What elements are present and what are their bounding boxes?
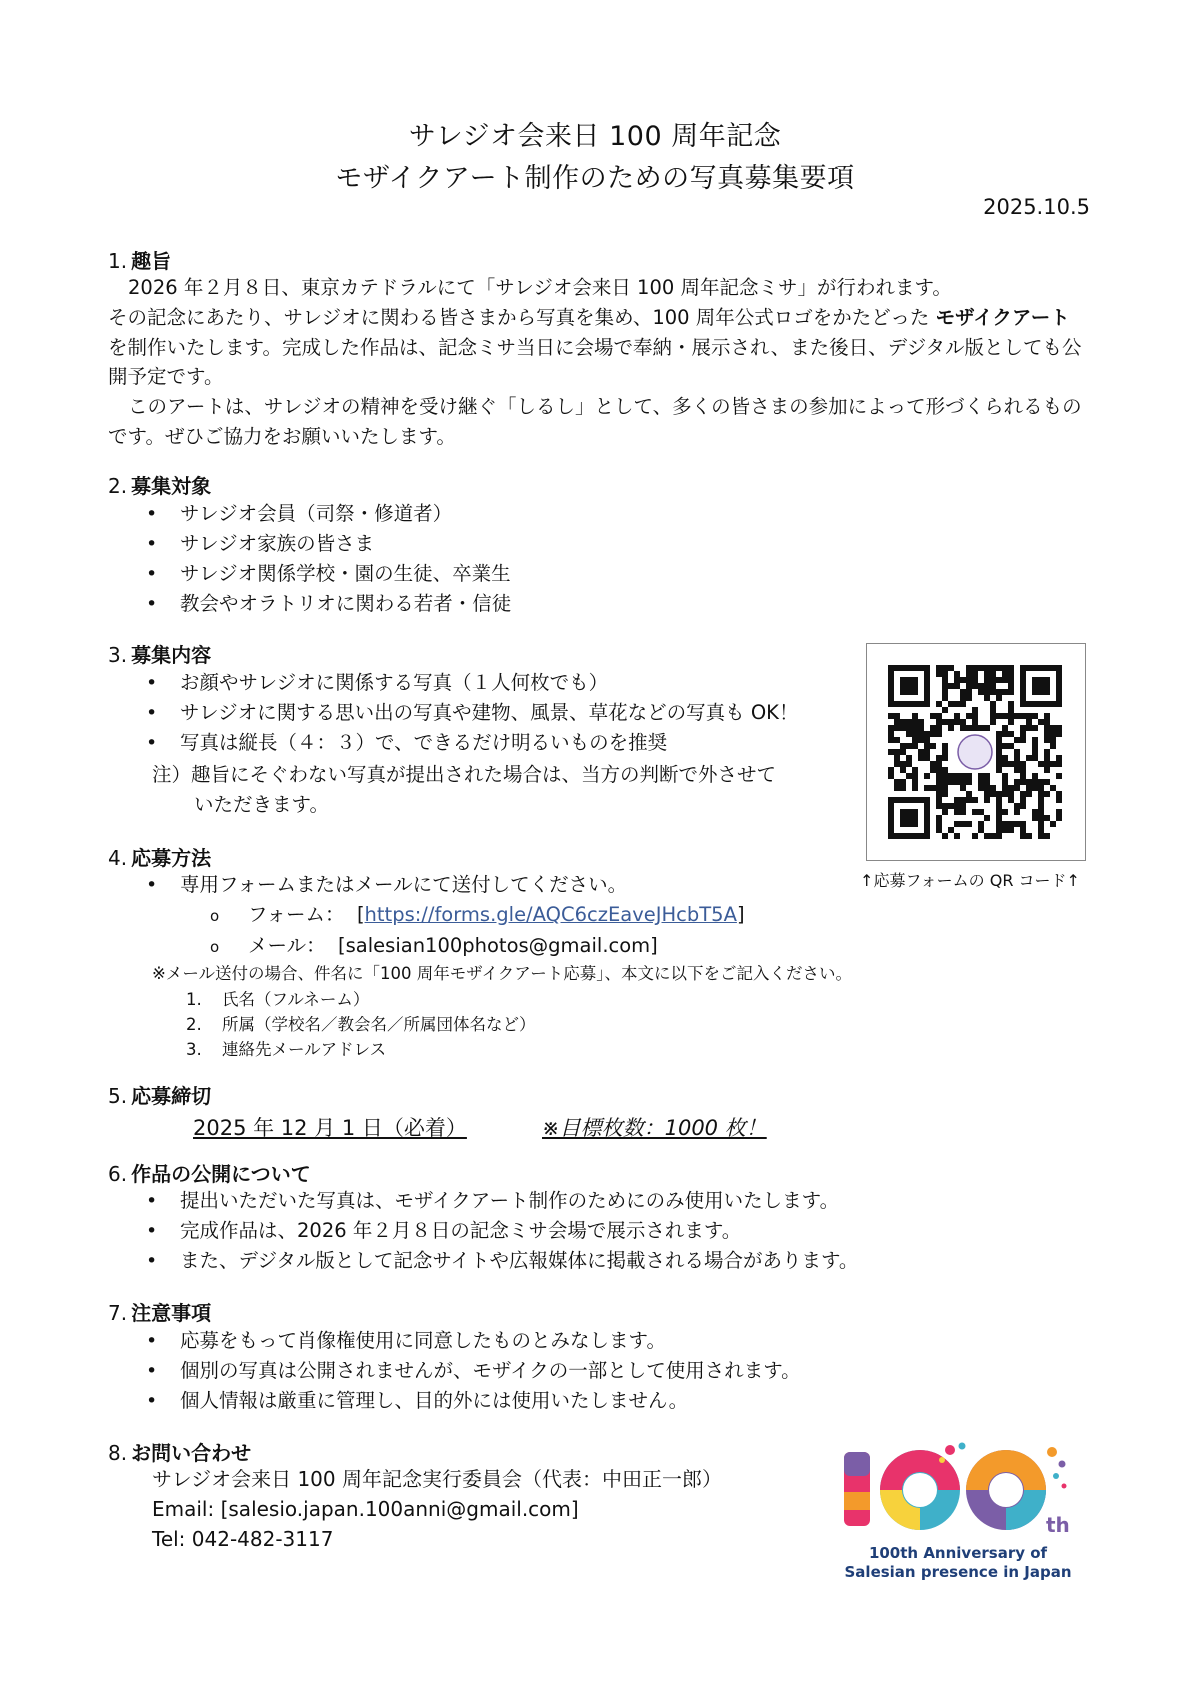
- section-2-heading: [108, 470, 211, 499]
- field-item: [186, 1012, 536, 1037]
- bracket: ]: [736, 903, 745, 926]
- content-list: [140, 668, 798, 758]
- mail-label: メール：: [248, 934, 326, 957]
- form-url-link[interactable]: https://forms.gle/AQC6czEaveJHcbT5A: [364, 903, 737, 926]
- contact-email[interactable]: Email: [salesio.japan.100anni@gmail.com]: [152, 1497, 579, 1521]
- method-list: [140, 870, 627, 900]
- text-span: を制作いたします。完成した作品は、記念ミサ当日に会場で奉納・展示され、また後日、デジタル版としても公開予定です。: [108, 335, 1082, 388]
- field-text: 連絡先メールアドレス: [222, 1040, 387, 1059]
- field-item: [186, 1037, 386, 1062]
- field-text: 所属（学校名／教会名／所属団体名など）: [222, 1015, 536, 1034]
- publication-list: [140, 1186, 858, 1276]
- list-item: • サレジオに関する思い出の写真や建物、風景、草花などの写真も OK！: [140, 698, 798, 728]
- section-title: 応募方法: [131, 846, 212, 870]
- purpose-paragraph-1: 2026 年２月８日、東京カテドラルにて「サレジオ会来日 100 周年記念ミサ」が行われます。: [128, 276, 952, 299]
- target-list: [140, 499, 511, 619]
- section-1-heading: [108, 245, 171, 274]
- logo-digit-1: [844, 1452, 870, 1526]
- section-4-heading: [108, 842, 211, 871]
- list-item: • 専用フォームまたはメールにて送付してください。: [140, 870, 627, 900]
- section-3-heading: [108, 639, 211, 668]
- circle-bullet-icon: o: [210, 907, 220, 925]
- section-8-heading: [108, 1437, 251, 1466]
- list-item: • 写真は縦長（４：３）で、できるだけ明るいものを推奨: [140, 728, 798, 758]
- list-item: • 個別の写真は公開されませんが、モザイクの一部として使用されます。: [140, 1356, 801, 1386]
- section-title: 注意事項: [131, 1301, 212, 1325]
- content-note-line1: 注）趣旨にそぐわない写真が提出された場合は、当方の判断で外させて: [152, 763, 777, 786]
- qr-code-frame[interactable]: [866, 643, 1086, 861]
- qr-caption: ↑応募フォームの QR コード↑: [860, 871, 1080, 890]
- section-title: 作品の公開について: [131, 1162, 311, 1186]
- logo-digit-0-second: [966, 1450, 1046, 1530]
- field-number: 1.: [186, 990, 202, 1009]
- logo-text-line2: Salesian presence in Japan: [844, 1563, 1072, 1581]
- section-7-heading: [108, 1297, 211, 1326]
- deadline-date: 2025 年 12 月 1 日（必着）: [193, 1116, 467, 1140]
- logo-digit-0-first: [880, 1450, 960, 1530]
- list-item: • お顔やサレジオに関係する写真（１人何枚でも）: [140, 668, 798, 698]
- mail-note: ※メール送付の場合、件名に「100 周年モザイクアート応募」、本文に以下をご記入ください。: [152, 964, 853, 983]
- target-count: ※目標枚数：1000 枚！: [542, 1116, 767, 1140]
- section-5-heading: [108, 1080, 211, 1109]
- document-date: 2025.10.5: [983, 195, 1090, 219]
- purpose-paragraph-2: [108, 303, 1088, 392]
- circle-bullet-icon: o: [210, 938, 220, 956]
- section-title: 募集内容: [131, 643, 212, 667]
- list-item: • 個人情報は厳重に管理し、目的外には使用いたしません。: [140, 1386, 801, 1416]
- list-item: • 教会やオラトリオに関わる若者・信徒: [140, 589, 511, 619]
- section-number: 6.: [108, 1162, 128, 1186]
- mail-address[interactable]: [salesian100photos@gmail.com]: [338, 934, 658, 957]
- title-line2: モザイクアート制作のための写真募集要項: [335, 163, 855, 194]
- section-number: 5.: [108, 1084, 128, 1108]
- bracket: [: [356, 903, 365, 926]
- section-title: お問い合わせ: [131, 1441, 252, 1465]
- list-item: • 提出いただいた写真は、モザイクアート制作のためにのみ使用いたします。: [140, 1186, 858, 1216]
- list-item: • また、デジタル版として記念サイトや広報媒体に掲載される場合があります。: [140, 1246, 858, 1276]
- text-span: その記念にあたり、サレジオに関わる皆さまから写真を集め、100 周年公式ロゴをかたどった: [108, 306, 936, 329]
- section-number: 8.: [108, 1441, 128, 1465]
- list-item: • サレジオ関係学校・園の生徒、卒業生: [140, 559, 511, 589]
- section-number: 1.: [108, 249, 128, 273]
- content-note-line2: いただきます。: [194, 793, 329, 816]
- list-item: • サレジオ家族の皆さま: [140, 529, 511, 559]
- form-label: フォーム：: [248, 903, 345, 926]
- contact-organization: サレジオ会来日 100 周年記念実行委員会（代表：中田正一郎）: [152, 1467, 722, 1491]
- section-6-heading: [108, 1158, 311, 1187]
- form-line: [210, 900, 745, 931]
- section-number: 7.: [108, 1301, 128, 1325]
- section-number: 4.: [108, 846, 128, 870]
- mosaic-art-emphasis: モザイクアート: [935, 306, 1070, 329]
- section-title: 募集対象: [131, 474, 212, 498]
- section-title: 応募締切: [131, 1084, 212, 1108]
- logo-th-mark: th: [1046, 1513, 1070, 1537]
- contact-phone[interactable]: Tel: 042-482-3117: [152, 1527, 334, 1551]
- list-item: • 完成作品は、2026 年２月８日の記念ミサ会場で展示されます。: [140, 1216, 858, 1246]
- qr-code-image: [867, 644, 1084, 859]
- section-number: 3.: [108, 643, 128, 667]
- list-item: • 応募をもって肖像権使用に同意したものとみなします。: [140, 1326, 801, 1356]
- title-line1: サレジオ会来日 100 周年記念: [408, 121, 782, 152]
- field-item: [186, 987, 369, 1012]
- field-text: 氏名（フルネーム）: [222, 990, 370, 1009]
- mail-line: [210, 931, 658, 962]
- purpose-paragraph-3: このアートは、サレジオの精神を受け継ぐ「しるし」として、多くの皆さまの参加によって形づくられるものです。ぜひご協力をお願いいたします。: [108, 395, 1082, 448]
- caution-list: [140, 1326, 801, 1416]
- logo-text-line1: 100th Anniversary of: [868, 1544, 1048, 1562]
- field-number: 2.: [186, 1015, 202, 1034]
- section-title: 趣旨: [131, 249, 172, 273]
- section-number: 2.: [108, 474, 128, 498]
- field-number: 3.: [186, 1040, 202, 1059]
- list-item: • サレジオ会員（司祭・修道者）: [140, 499, 511, 529]
